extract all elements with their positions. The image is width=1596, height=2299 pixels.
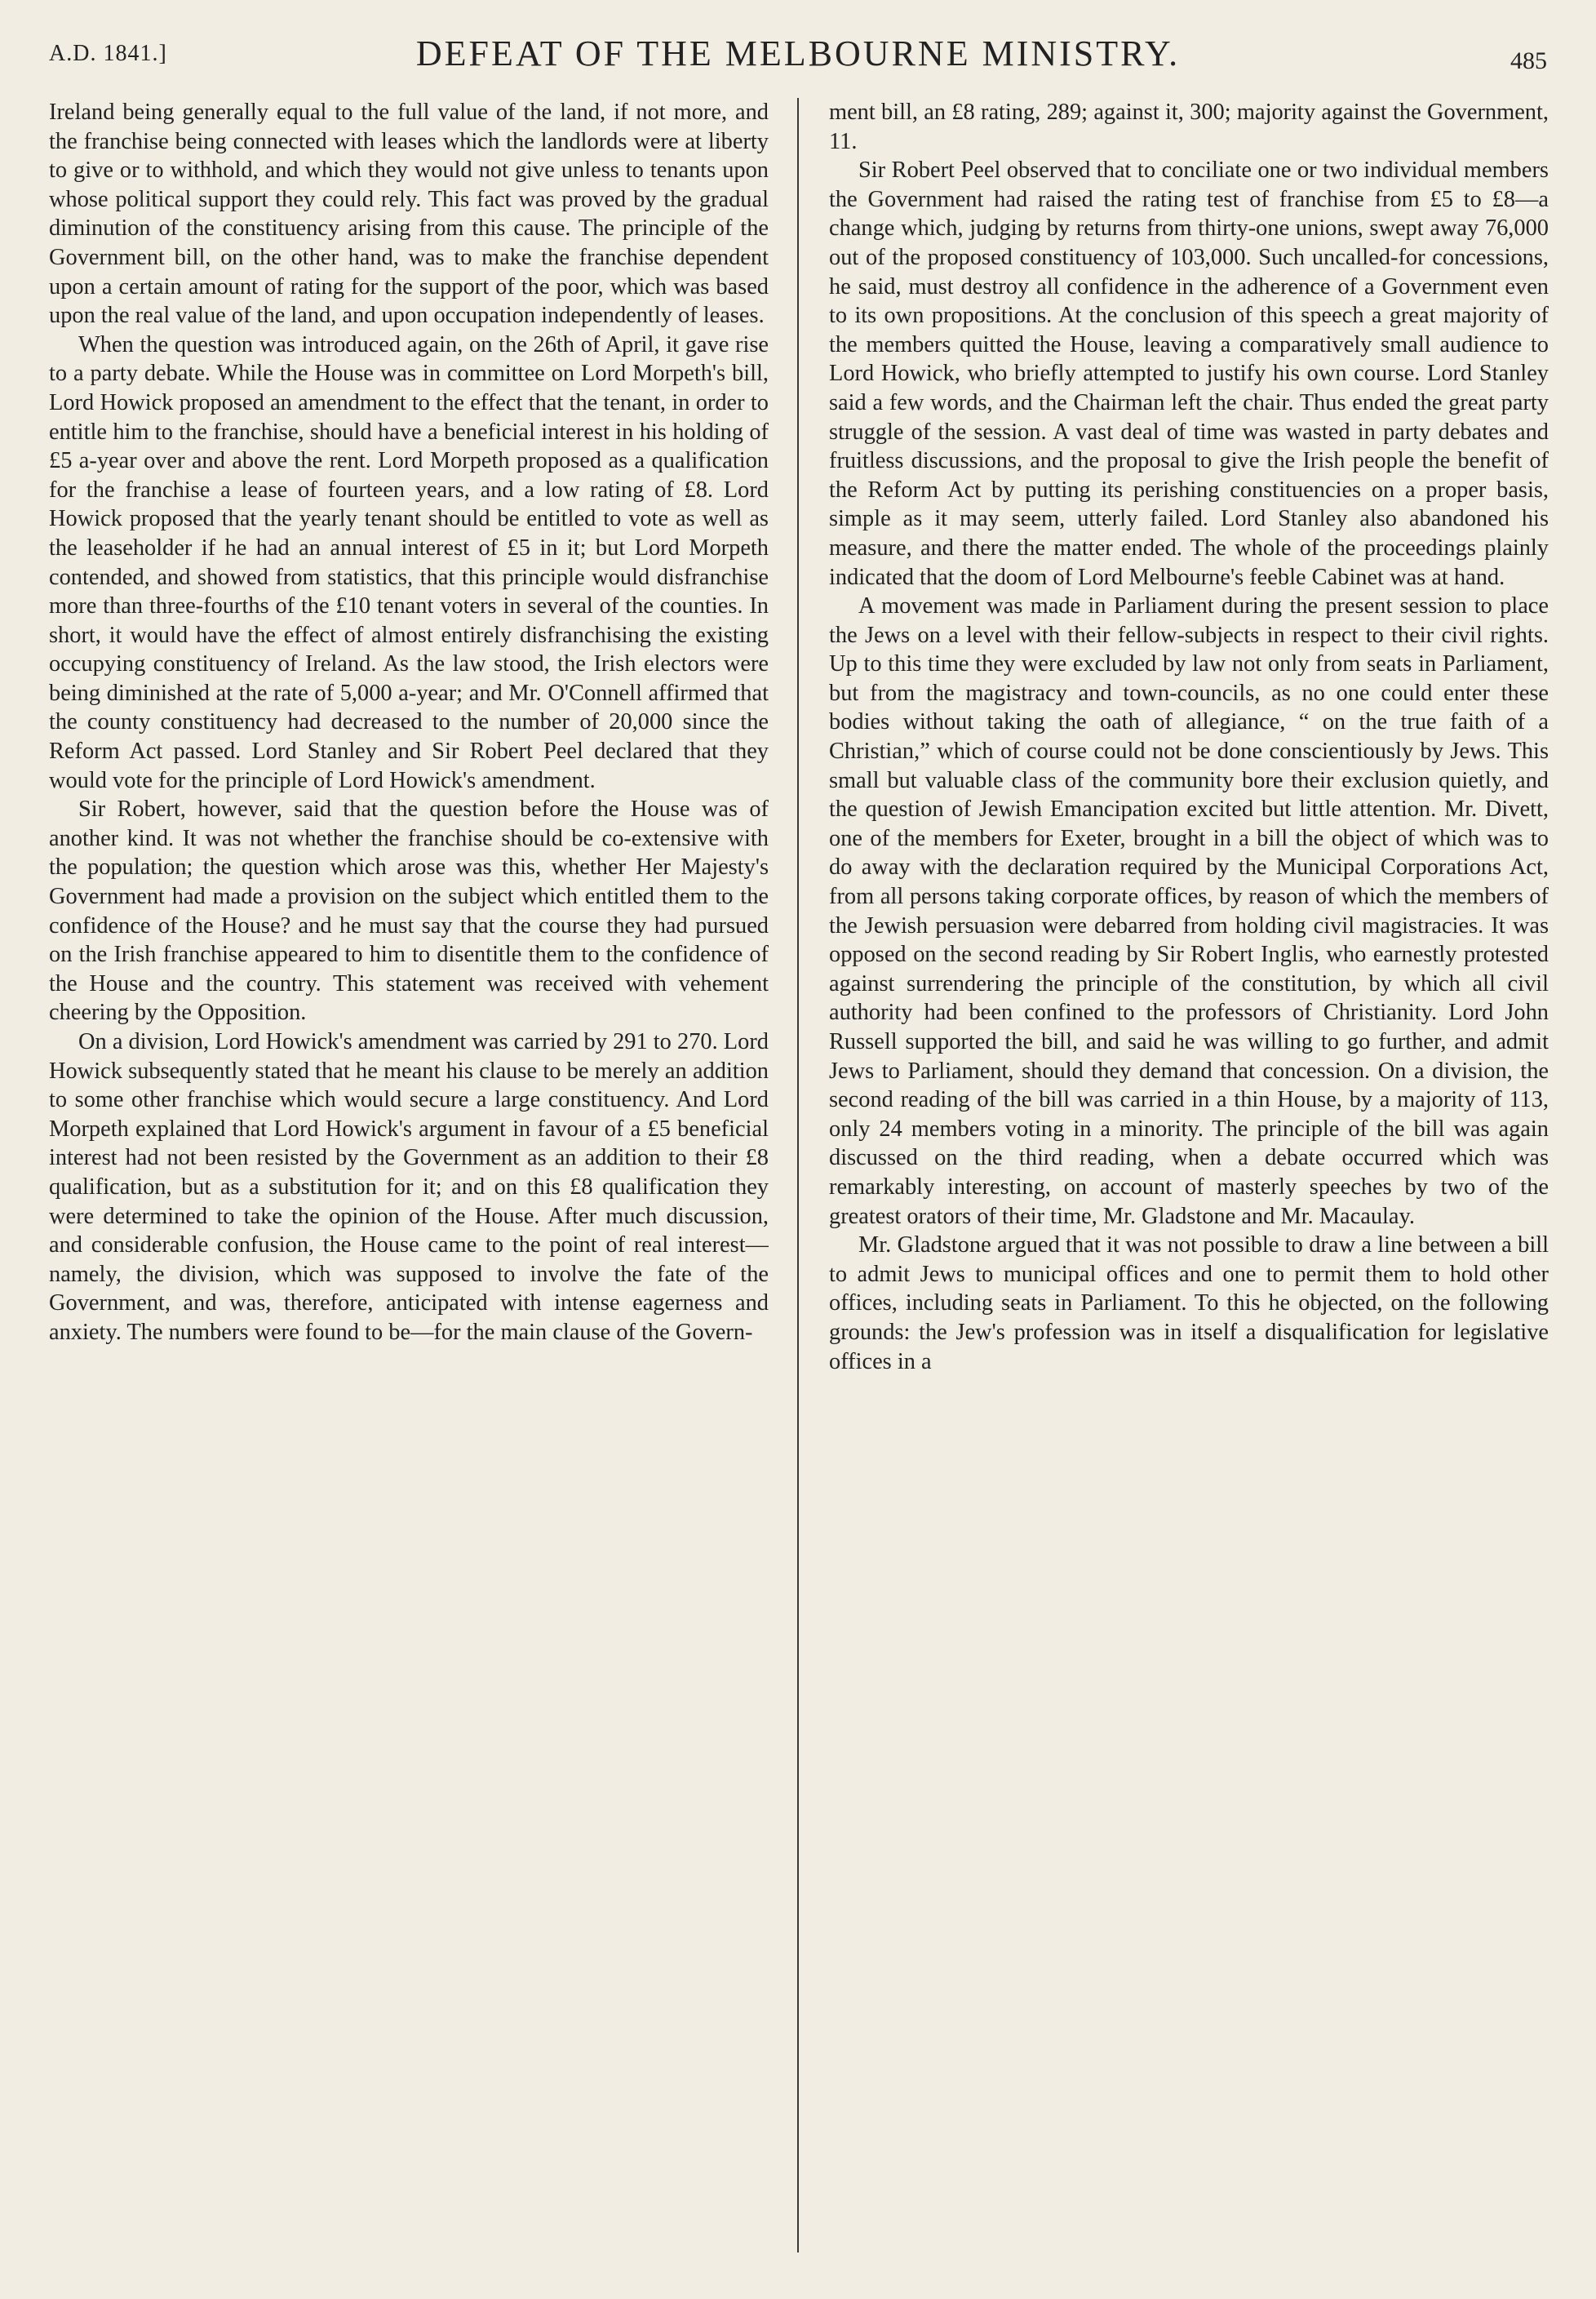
- left-column: [49, 98, 769, 2269]
- running-head-date: A.D. 1841.]: [49, 41, 167, 66]
- running-head-title: DEFEAT OF THE MELBOURNE MINISTRY.: [415, 33, 1181, 73]
- column-divider: [797, 98, 799, 2252]
- paragraph: A movement was made in Parliament during the present session to place the Jews on a level with their fellow-subjects in respect to their civil rights. Up to this time they were excluded by law not only from seats in Parliament, but from the magistracy and town-councils, as no one could enter these bodies without taking the oath of allegiance, “ on the true faith of a Christian,” which of course could not be done conscientiously by Jews. This small but valuable class of the community bore their exclusion quietly, and the question of Jewish Emancipation excited but little attention. Mr. Divett, one of the members for Exeter, brought in a bill the object of which was to do away with the declaration required by the Municipal Corporations Act, from all persons taking corporate offices, by reason of which the members of the Jewish persuasion were debarred from holding civil magistracies. It was opposed on the second reading by Sir Robert Inglis, who earnestly protested against surrendering the principle of the constitution, by which all civil authority had been confined to the professors of Christianity. Lord John Russell supported the bill, and said he was willing to go further, and admit Jews to Parliament, should they demand that concession. On a division, the second reading of the bill was carried in a thin House, by a majority of 113, only 24 members voting in a minority. The principle of the bill was again discussed on the third reading, when a debate occurred which was remarkably interesting, on account of masterly speeches by two of the greatest orators of their time, Mr. Gladstone and Mr. Macaulay.: [829, 593, 1549, 1229]
- running-head: [49, 33, 1547, 82]
- right-column: [829, 98, 1549, 2269]
- paragraph: Ireland being generally equal to the full value of the land, if not more, and the franchise being connected with leases which the landlords were at liberty to give or to withhold, and which they would not give unless to tenants upon whose political support they could rely. This fact was proved by the gradual diminution of the constituency arising from this cause. The principle of the Government bill, on the other hand, was to make the franchise dependent upon a certain amount of rating for the support of the poor, which was based upon the real value of the land, and upon occupation independently of leases.: [49, 100, 769, 329]
- paragraph: Sir Robert, however, said that the question before the House was of another kind. It was not whether the franchise should be co-extensive with the population; the question which arose was this, whether Her Majesty's Government had made a provision on the subject which entitled them to the confidence of the House? and he must say that the course they had pursued on the Irish franchise appeared to him to disentitle them to the confidence of the House and the country. This statement was received with vehement cheering by the Opposition.: [49, 797, 769, 1026]
- text-columns: [49, 98, 1550, 2269]
- paragraph: Sir Robert Peel observed that to conciliate one or two individual members the Government had raised the rating test of franchise from £5 to £8—a change which, judging by returns from thirty-one unions, swept away 76,000 out of the proposed constituency of 103,000. Such uncalled-for concessions, he said, must destroy all confidence in the adherence of a Government even to its own propositions. At the conclusion of this speech a great majority of the members quitted the House, leaving a comparatively small audience to Lord Howick, who briefly attempted to justify his own course. Lord Stanley said a few words, and the Chairman left the chair. Thus ended the great party struggle of the session. A vast deal of time was wasted in party debates and fruitless discussions, and the proposal to give the Irish people the benefit of the Reform Act by putting its perishing constituencies on a proper basis, simple as it may seem, utterly failed. Lord Stanley also abandoned his measure, and there the matter ended. The whole of the proceedings plainly indicated that the doom of Lord Melbourne's feeble Cabinet was at hand.: [829, 158, 1549, 590]
- paragraph: When the question was introduced again, on the 26th of April, it gave rise to a party debate. While the House was in committee on Lord Morpeth's bill, Lord Howick proposed an amendment to the effect that the tenant, in order to entitle him to the franchise, should have a beneficial interest in his holding of £5 a-year over and above the rent. Lord Morpeth proposed as a qualification for the franchise a lease of fourteen years, and a low rating of £8. Lord Howick proposed that the yearly tenant should be entitled to vote as well as the leaseholder if he had an annual interest of £5 in it; but Lord Morpeth contended, and showed from statistics, that this principle would disfranchise more than three-fourths of the £10 tenant voters in several of the counties. In short, it would have the effect of almost entirely disfranchising the existing occupying constituency of Ireland. As the law stood, the Irish electors were being diminished at the rate of 5,000 a-year; and Mr. O'Connell affirmed that the county constituency had decreased to the number of 20,000 since the Reform Act passed. Lord Stanley and Sir Robert Peel declared that they would vote for the principle of Lord Howick's amendment.: [49, 331, 769, 793]
- paragraph: Mr. Gladstone argued that it was not possible to draw a line between a bill to admit Jews to municipal offices and one to permit them to hold other offices, including seats in Parliament. To this he objected, on the following grounds: the Jew's profession was in itself a disqualification for legislative offices in a: [829, 1232, 1549, 1374]
- paragraph: On a division, Lord Howick's amendment was carried by 291 to 270. Lord Howick subsequently stated that he meant his clause to be merely an addition to some other franchise which would secure a large constituency. And Lord Morpeth explained that Lord Howick's argument in favour of a £5 beneficial interest had not been resisted by the Government as an addition to their £8 qualification, but as a substitution for it; and on this £8 qualification they were determined to take the opinion of the House. After much discussion, and considerable confusion, the House came to the point of real interest—namely, the division, which was supposed to involve the fate of the Government, and was, therefore, anticipated with intense eagerness and anxiety. The numbers were found to be—for the main clause of the Govern-: [49, 1029, 769, 1345]
- page-number: 485: [1510, 47, 1547, 74]
- paragraph: ment bill, an £8 rating, 289; against it, 300; majority against the Government, 11.: [829, 100, 1549, 154]
